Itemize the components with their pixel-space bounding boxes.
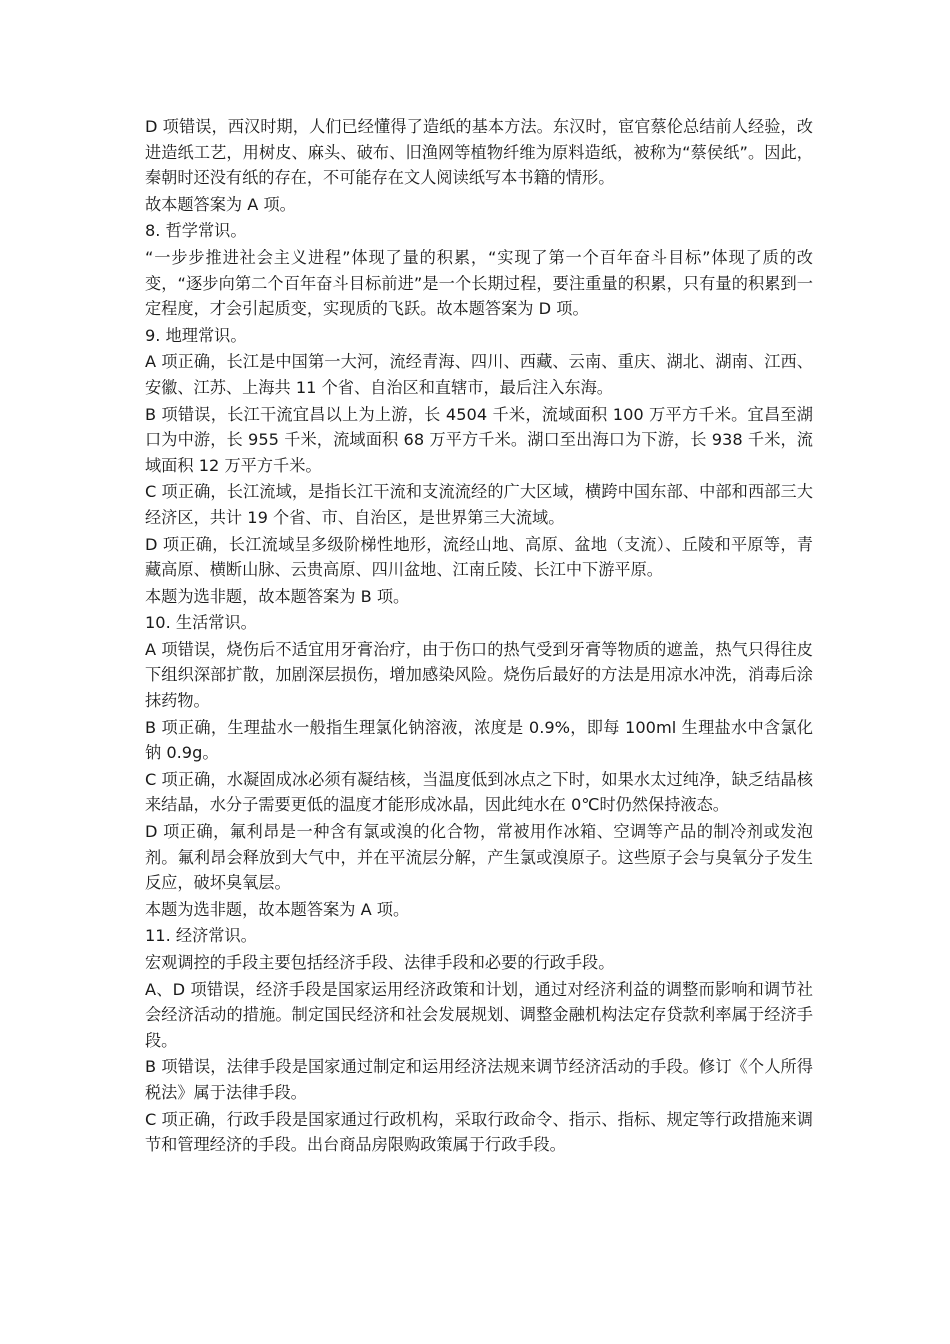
answer-line-7: 故本题答案为 A 项。	[145, 194, 296, 214]
paragraph-11b: B 项错误，法律手段是国家通过制定和运用经济法规来调节经济活动的手段。修订《个人所得税法》属于法律手段。	[145, 1057, 813, 1102]
paragraph-10d: D 项正确，氟利昂是一种含有氯或溴的化合物，常被用作冰箱、空调等产品的制冷剂或发泡剂。氟利昂会释放到大气中，并在平流层分解，产生氯或溴原子。这些原子会与臭氧分子发生反应，破坏臭氧层。	[145, 822, 813, 893]
paragraph-10a: A 项错误，烧伤后不适宜用牙膏治疗，由于伤口的热气受到牙膏等物质的遮盖，热气只得往皮下组织深部扩散，加剧深层损伤，增加感染风险。烧伤后最好的方法是用凉水冲洗，消毒后涂抹药物。	[145, 639, 813, 711]
question-heading-9: 9. 地理常识。	[145, 325, 247, 345]
paragraph-9a: A 项正确，长江是中国第一大河，流经青海、四川、西藏、云南、重庆、湖北、湖南、江西、安徽、江苏、上海共 11 个省、自治区和直辖市，最后注入东海。	[145, 352, 813, 397]
answer-line-10: 本题为选非题，故本题答案为 A 项。	[145, 899, 410, 919]
answer-line-9: 本题为选非题，故本题答案为 B 项。	[145, 586, 410, 606]
paragraph-philosophy: “一步步推进社会主义进程”体现了量的积累，“实现了第一个百年奋斗目标”体现了质的改变，“逐步向第二个百年奋斗目标前进”是一个长期过程，要注重量的积累，只有量的积累到一定程度，才会引起质变，实现质的飞跃。故本题答案为 D 项。	[145, 247, 813, 319]
question-heading-11: 11. 经济常识。	[145, 926, 257, 946]
paragraph-d-paper-history: D 项错误，西汉时期，人们已经懂得了造纸的基本方法。东汉时，宦官蔡伦总结前人经验，改进造纸工艺，用树皮、麻头、破布、旧渔网等植物纤维为原料造纸，被称为“蔡侯纸”。因此，秦朝时还没有纸的存在，不可能存在文人阅读纸写本书籍的情形。	[145, 117, 813, 188]
question-heading-10: 10. 生活常识。	[145, 613, 257, 633]
paragraph-11-intro: 宏观调控的手段主要包括经济手段、法律手段和必要的行政手段。	[145, 953, 615, 972]
document-page	[145, 114, 813, 1158]
paragraph-10c: C 项正确，水凝固成冰必须有凝结核，当温度低到冰点之下时，如果水太过纯净，缺乏结晶核来结晶，水分子需要更低的温度才能形成冰晶，因此纯水在 0℃时仍然保持液态。	[145, 769, 813, 815]
paragraph-9c: C 项正确，长江流域，是指长江干流和支流流经的广大区域，横跨中国东部、中部和西部三大经济区，共计 19 个省、市、自治区，是世界第三大流域。	[145, 482, 813, 527]
paragraph-9b: B 项错误，长江干流宜昌以上为上游，长 4504 千米，流域面积 100 万平方千米。宜昌至湖口为中游，长 955 千米，流域面积 68 万平方千米。湖口至出海口为下游，长 938 千米，流域面积 12 万平方千米。	[145, 404, 813, 475]
paragraph-11c: C 项正确，行政手段是国家通过行政机构，采取行政命令、指示、指标、规定等行政措施来调节和管理经济的手段。出台商品房限购政策属于行政手段。	[145, 1109, 813, 1155]
paragraph-11ad: A、D 项错误，经济手段是国家运用经济政策和计划，通过对经济利益的调整而影响和调节社会经济活动的措施。制定国民经济和社会发展规划、调整金融机构法定存贷款利率属于经济手段。	[145, 979, 813, 1050]
paragraph-9d: D 项正确，长江流域呈多级阶梯性地形，流经山地、高原、盆地（支流）、丘陵和平原等，青藏高原、横断山脉、云贵高原、四川盆地、江南丘陵、长江中下游平原。	[145, 534, 813, 580]
paragraph-10b: B 项正确，生理盐水一般指生理氯化钠溶液，浓度是 0.9%，即每 100ml 生理盐水中含氯化钠 0.9g。	[145, 717, 813, 763]
question-heading-8: 8. 哲学常识。	[145, 221, 247, 241]
